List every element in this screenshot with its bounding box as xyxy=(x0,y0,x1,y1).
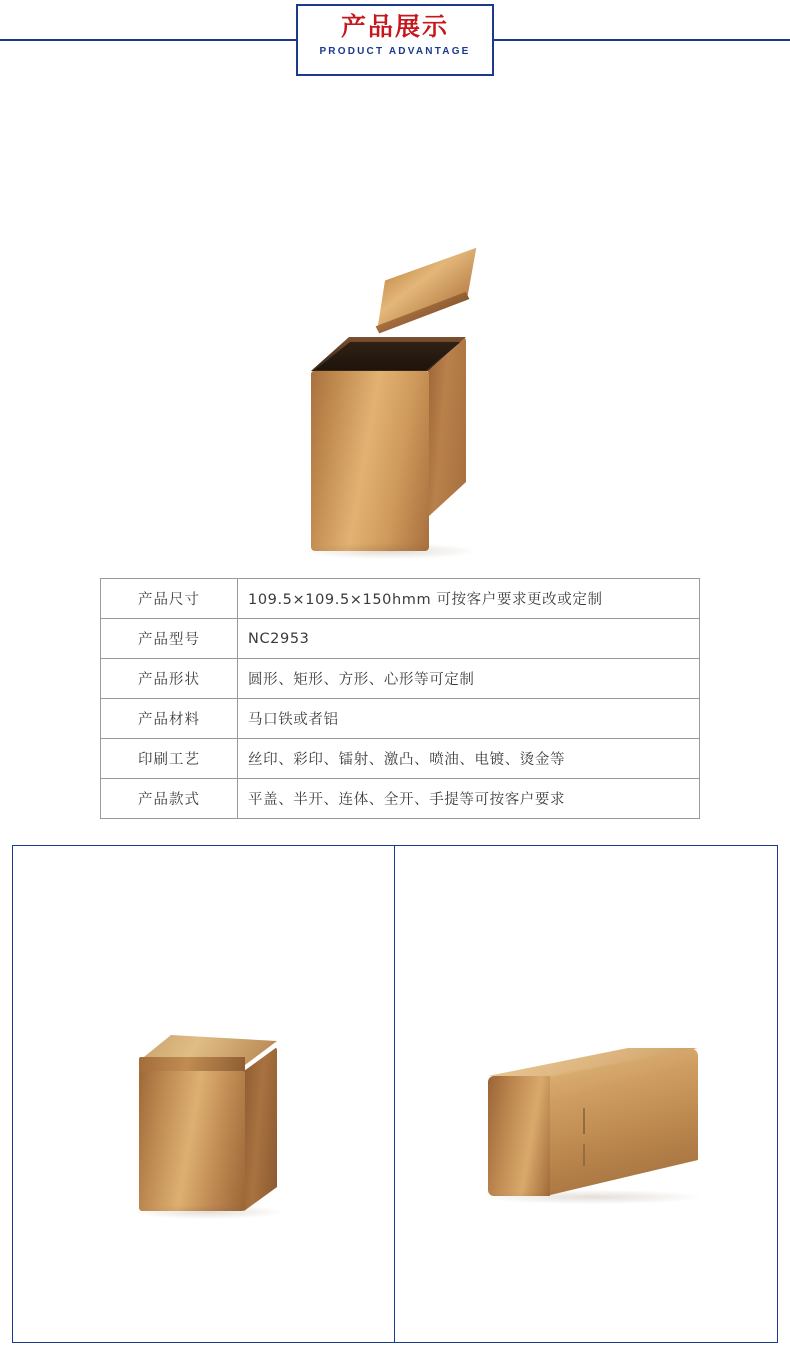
specification-table xyxy=(100,578,700,819)
tin-lid-face xyxy=(359,235,495,340)
table-row xyxy=(101,699,700,739)
spec-value: 圆形、矩形、方形、心形等可定制 xyxy=(238,659,700,699)
spec-value: 马口铁或者铝 xyxy=(238,699,700,739)
spec-value: 109.5×109.5×150hmm 可按客户要求更改或定制 xyxy=(238,579,700,619)
table-row xyxy=(101,739,700,779)
table-row xyxy=(101,659,700,699)
page-subtitle: PRODUCT ADVANTAGE xyxy=(319,46,471,57)
table-row xyxy=(101,579,700,619)
header-title-box xyxy=(296,4,494,76)
tin-front-face xyxy=(488,1076,550,1196)
tin-box-closed-illustration xyxy=(131,1021,281,1221)
spec-label: 产品款式 xyxy=(101,779,238,819)
tin-right-side xyxy=(244,1047,277,1211)
product-photo-panel-right xyxy=(395,845,778,1343)
spec-label: 印刷工艺 xyxy=(101,739,238,779)
spec-value: 丝印、彩印、镭射、激凸、喷油、电镀、烫金等 xyxy=(238,739,700,779)
tin-box-lying-illustration xyxy=(480,1026,700,1206)
spec-label: 产品型号 xyxy=(101,619,238,659)
specification-table-wrapper xyxy=(100,578,700,819)
tin-front-face xyxy=(139,1071,245,1211)
spec-value: NC2953 xyxy=(238,619,700,659)
table-row xyxy=(101,619,700,659)
product-photo-panel-left xyxy=(12,845,395,1343)
tin-seam-upper xyxy=(583,1108,585,1134)
spec-label: 产品材料 xyxy=(101,699,238,739)
hero-product-image xyxy=(0,80,790,550)
tin-box-open-illustration xyxy=(285,275,515,575)
tin-seam-lower xyxy=(583,1144,585,1166)
tin-drop-shadow xyxy=(303,543,475,559)
tin-drop-shadow xyxy=(484,1190,700,1204)
page-header xyxy=(0,0,790,80)
tin-front-face xyxy=(311,371,429,551)
spec-label: 产品尺寸 xyxy=(101,579,238,619)
table-row xyxy=(101,779,700,819)
tin-drop-shadow xyxy=(133,1205,283,1219)
product-photo-panels xyxy=(12,845,778,1343)
spec-value: 平盖、半开、连体、全开、手提等可按客户要求 xyxy=(238,779,700,819)
spec-label: 产品形状 xyxy=(101,659,238,699)
page-title: 产品展示 xyxy=(340,12,449,41)
